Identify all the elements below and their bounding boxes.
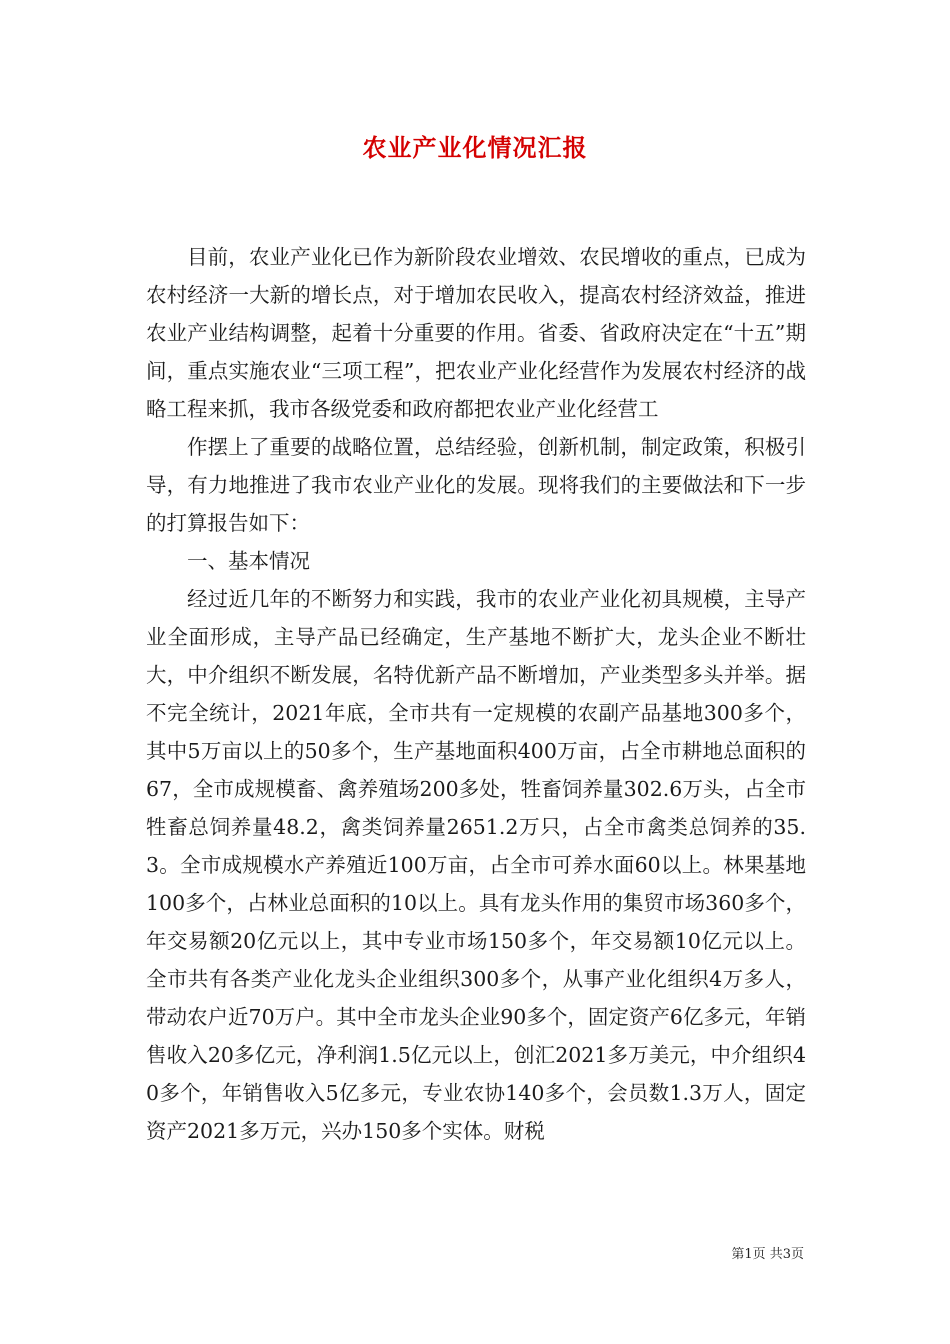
document-title: 农业产业化情况汇报 bbox=[362, 133, 588, 162]
paragraph-basic-situation: 经过近几年的不断努力和实践，我市的农业产业化初具规模，主导产业全面形成，主导产品已经确定，生产基地不断扩大，龙头企业不断壮大，中介组织不断发展，名特优新产品不断增加，产业类型多头并举。据不完全统计，2021年底，全市共有一定规模的农副产品基地300多个，其中5万亩以上的50多个，生产基地面积400万亩，占全市耕地总面积的67，全市成规模畜、禽养殖场200多处，牲畜饲养量302.6万头，占全市牲畜总饲养量48.2，禽类饲养量2651.2万只，占全市禽类总饲养的35.3。全市成规模水产养殖近100万亩，占全市可养水面60以上。林果基地100多个，占林业总面积的10以上。具有龙头作用的集贸市场360多个，年交易额20亿元以上，其中专业市场150多个，年交易额10亿元以上。全市共有各类产业化龙头企业组织300多个，从事产业化组织4万多人，带动农户近70万户。其中全市龙头企业90多个，固定资产6亿多元，年销售收入20多亿元，净利润1.5亿元以上，创汇2021多万美元，中介组织40多个，年销售收入5亿多元，专业农协140多个，会员数1.3万人，固定资产2021多万元，兴办150多个实体。财税 bbox=[146, 587, 806, 1143]
section-heading-basic-situation: 一、基本情况 bbox=[187, 549, 310, 573]
paragraph-intro: 目前，农业产业化已作为新阶段农业增效、农民增收的重点，已成为农村经济一大新的增长点，对于增加农民收入，提高农村经济效益，推进农业产业结构调整，起着十分重要的作用。省委、省政府决定在“十五”期间，重点实施农业“三项工程”，把农业产业化经营作为发展农村经济的战略工程来抓，我市各级党委和政府都把农业产业化经营工 bbox=[146, 245, 806, 421]
page-number: 第1页 共3页 bbox=[731, 1247, 804, 1262]
document-body bbox=[146, 238, 806, 1150]
paragraph-continuation: 作摆上了重要的战略位置，总结经验，创新机制，制定政策，积极引导，有力地推进了我市农业产业化的发展。现将我们的主要做法和下一步的打算报告如下： bbox=[146, 435, 806, 535]
